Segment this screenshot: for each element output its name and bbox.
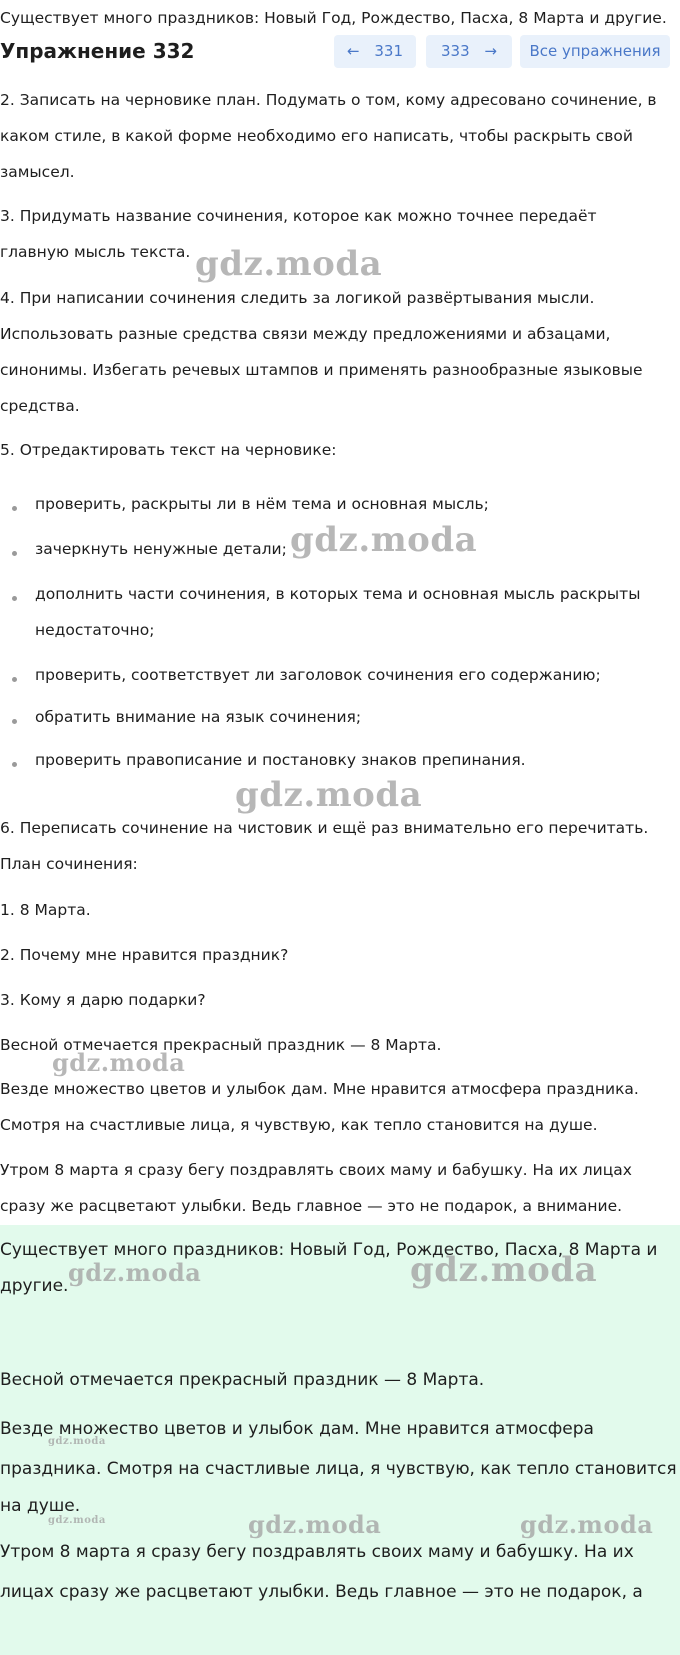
text-line: лицах сразу же расцветают улыбки. Ведь главное — это не подарок, а bbox=[0, 1582, 643, 1602]
text-line: 2. Почему мне нравится праздник? bbox=[0, 946, 289, 964]
text-line: средства. bbox=[0, 397, 80, 415]
watermark: gdz.moda bbox=[410, 1250, 598, 1290]
text-line: замысел. bbox=[0, 163, 75, 181]
text-line: План сочинения: bbox=[0, 855, 138, 873]
text-line: Утром 8 марта я сразу бегу поздравлять своих маму и бабушку. На их лицах bbox=[0, 1161, 632, 1179]
intro-line: Существует много праздников: Новый Год, Рождество, Пасха, 8 Марта и другие. bbox=[0, 9, 667, 27]
bullet-dot bbox=[12, 762, 17, 767]
text-line: каком стиле, в какой форме необходимо его написать, чтобы раскрыть свой bbox=[0, 127, 633, 145]
watermark: gdz.moda bbox=[235, 775, 423, 815]
list-item: дополнить части сочинения, в которых тема и основная мысль раскрыты bbox=[35, 585, 641, 603]
list-item: проверить правописание и постановку знаков препинания. bbox=[35, 751, 526, 769]
text-line: Использовать разные средства связи между предложениями и абзацами, bbox=[0, 325, 611, 343]
text-line: Весной отмечается прекрасный праздник — 8 Марта. bbox=[0, 1036, 442, 1054]
text-line: главную мысль текста. bbox=[0, 243, 191, 261]
text-line: 3. Кому я дарю подарки? bbox=[0, 991, 206, 1009]
list-item: проверить, соответствует ли заголовок сочинения его содержанию; bbox=[35, 666, 601, 684]
watermark: gdz.moda bbox=[195, 244, 383, 284]
watermark: gdz.moda bbox=[248, 1510, 382, 1539]
text-line: Везде множество цветов и улыбок дам. Мне нравится атмосфера bbox=[0, 1419, 594, 1439]
exercise-title: Упражнение 332 bbox=[0, 39, 195, 63]
watermark: gdz.moda bbox=[520, 1510, 654, 1539]
text-line: праздника. Смотря на счастливые лица, я чувствую, как тепло становится bbox=[0, 1459, 677, 1479]
text-line: синонимы. Избегать речевых штампов и применять разнообразные языковые bbox=[0, 361, 643, 379]
bullet-dot bbox=[12, 719, 17, 724]
text-line: Существует много праздников: Новый Год, Рождество, Пасха, 8 Марта и bbox=[0, 1240, 658, 1260]
list-item: зачеркнуть ненужные детали; bbox=[35, 540, 287, 558]
bullet-dot bbox=[12, 596, 17, 601]
text-line: 3. Придумать название сочинения, которое как можно точнее передаёт bbox=[0, 207, 597, 225]
text-line: другие. bbox=[0, 1276, 69, 1296]
prev-exercise-button[interactable]: ← 331 bbox=[334, 35, 416, 68]
watermark: gdz.moda bbox=[48, 1515, 106, 1526]
text-line: сразу же расцветают улыбки. Ведь главное — это не подарок, а внимание. bbox=[0, 1197, 623, 1215]
next-exercise-button[interactable]: 333 → bbox=[426, 35, 512, 68]
text-line: Утром 8 марта я сразу бегу поздравлять своих маму и бабушку. На их bbox=[0, 1542, 634, 1562]
arrow-left-icon: ← bbox=[347, 42, 360, 60]
text-line: Везде множество цветов и улыбок дам. Мне нравится атмосфера праздника. bbox=[0, 1080, 639, 1098]
bullet-dot bbox=[12, 551, 17, 556]
watermark: gdz.moda bbox=[68, 1258, 202, 1287]
bullet-dot bbox=[12, 677, 17, 682]
text-line: 4. При написании сочинения следить за логикой развёртывания мысли. bbox=[0, 289, 595, 307]
watermark: gdz.moda bbox=[48, 1436, 106, 1447]
text-line: на душе. bbox=[0, 1496, 81, 1516]
text-line: 5. Отредактировать текст на черновике: bbox=[0, 441, 337, 459]
text-line: Весной отмечается прекрасный праздник — 8 Марта. bbox=[0, 1370, 485, 1390]
list-item: обратить внимание на язык сочинения; bbox=[35, 708, 362, 726]
bullet-dot bbox=[12, 506, 17, 511]
arrow-right-icon: → bbox=[484, 42, 497, 60]
all-exercises-button[interactable]: Все упражнения bbox=[520, 35, 670, 68]
watermark: gdz.moda bbox=[290, 520, 478, 560]
text-line: 1. 8 Марта. bbox=[0, 901, 91, 919]
list-item: недостаточно; bbox=[35, 621, 155, 639]
text-line: 2. Записать на черновике план. Подумать о том, кому адресовано сочинение, в bbox=[0, 91, 657, 109]
text-line: 6. Переписать сочинение на чистовик и ещё раз внимательно его перечитать. bbox=[0, 819, 649, 837]
watermark: gdz.moda bbox=[52, 1048, 186, 1077]
list-item: проверить, раскрыты ли в нём тема и основная мысль; bbox=[35, 495, 489, 513]
text-line: Смотря на счастливые лица, я чувствую, как тепло становится на душе. bbox=[0, 1116, 598, 1134]
